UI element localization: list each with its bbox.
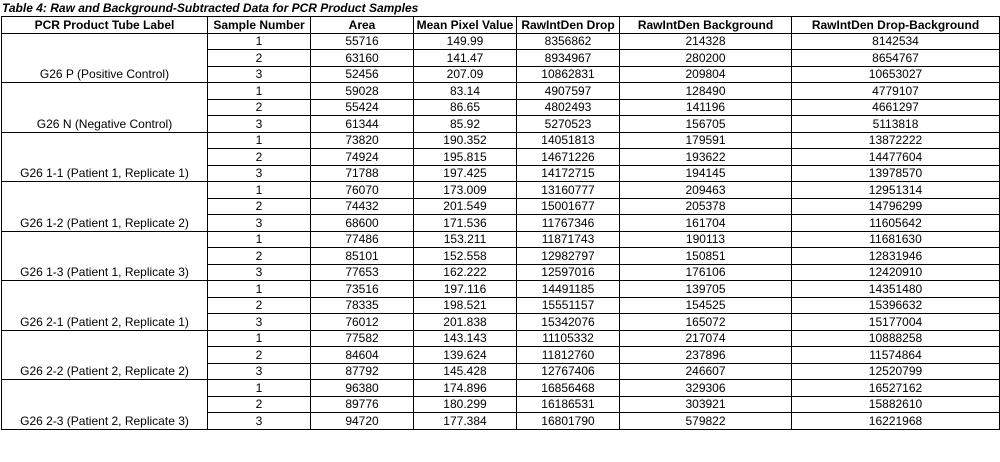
rawintden-background-cell: 179591 [620, 132, 792, 149]
sample-number-cell: 2 [208, 99, 311, 116]
rawintden-drop-background-cell: 13872222 [792, 132, 1000, 149]
mean-pixel-value-cell: 171.536 [414, 215, 517, 232]
tube-label-cell: G26 P (Positive Control) [2, 33, 208, 83]
rawintden-background-cell: 156705 [620, 116, 792, 133]
sample-number-cell: 2 [208, 50, 311, 67]
area-cell: 59028 [311, 83, 414, 100]
rawintden-drop-cell: 16856468 [517, 380, 620, 397]
rawintden-drop-background-cell: 4661297 [792, 99, 1000, 116]
rawintden-drop-cell: 11871743 [517, 231, 620, 248]
rawintden-drop-cell: 14172715 [517, 165, 620, 182]
rawintden-drop-cell: 13160777 [517, 182, 620, 199]
mean-pixel-value-cell: 197.116 [414, 281, 517, 298]
rawintden-drop-background-cell: 5113818 [792, 116, 1000, 133]
sample-number-cell: 1 [208, 231, 311, 248]
rawintden-drop-cell: 8934967 [517, 50, 620, 67]
rawintden-drop-cell: 14491185 [517, 281, 620, 298]
rawintden-drop-background-cell: 14477604 [792, 149, 1000, 166]
rawintden-drop-background-cell: 14351480 [792, 281, 1000, 298]
sample-number-cell: 1 [208, 281, 311, 298]
sample-number-cell: 3 [208, 165, 311, 182]
area-cell: 76012 [311, 314, 414, 331]
rawintden-drop-background-cell: 16527162 [792, 380, 1000, 397]
mean-pixel-value-cell: 149.99 [414, 33, 517, 50]
rawintden-background-cell: 194145 [620, 165, 792, 182]
rawintden-drop-background-cell: 12420910 [792, 264, 1000, 281]
area-cell: 52456 [311, 66, 414, 83]
sample-number-cell: 3 [208, 215, 311, 232]
table-row [2, 182, 1000, 199]
header-row [2, 17, 1000, 34]
rawintden-background-cell: 280200 [620, 50, 792, 67]
rawintden-drop-background-cell: 12520799 [792, 363, 1000, 380]
mean-pixel-value-cell: 195.815 [414, 149, 517, 166]
sample-number-cell: 3 [208, 264, 311, 281]
mean-pixel-value-cell: 207.09 [414, 66, 517, 83]
rawintden-drop-cell: 4802493 [517, 99, 620, 116]
rawintden-background-cell: 193622 [620, 149, 792, 166]
header-mean-pixel-value: Mean Pixel Value [414, 17, 517, 34]
rawintden-drop-cell: 15342076 [517, 314, 620, 331]
tube-label-cell: G26 1-1 (Patient 1, Replicate 1) [2, 132, 208, 182]
mean-pixel-value-cell: 197.425 [414, 165, 517, 182]
mean-pixel-value-cell: 201.838 [414, 314, 517, 331]
area-cell: 84604 [311, 347, 414, 364]
table-caption: Table 4: Raw and Background-Subtracted Data for PCR Product Samples [2, 1, 419, 15]
rawintden-drop-background-cell: 8654767 [792, 50, 1000, 67]
mean-pixel-value-cell: 190.352 [414, 132, 517, 149]
rawintden-drop-background-cell: 15882610 [792, 396, 1000, 413]
area-cell: 77486 [311, 231, 414, 248]
area-cell: 74924 [311, 149, 414, 166]
mean-pixel-value-cell: 139.624 [414, 347, 517, 364]
rawintden-background-cell: 209463 [620, 182, 792, 199]
rawintden-background-cell: 579822 [620, 413, 792, 430]
rawintden-drop-cell: 16801790 [517, 413, 620, 430]
table-row [2, 33, 1000, 50]
tube-label-cell: G26 1-2 (Patient 1, Replicate 2) [2, 182, 208, 232]
sample-number-cell: 2 [208, 297, 311, 314]
rawintden-drop-background-cell: 8142534 [792, 33, 1000, 50]
rawintden-background-cell: 329306 [620, 380, 792, 397]
area-cell: 73516 [311, 281, 414, 298]
sample-number-cell: 3 [208, 363, 311, 380]
sample-number-cell: 3 [208, 413, 311, 430]
mean-pixel-value-cell: 145.428 [414, 363, 517, 380]
mean-pixel-value-cell: 85.92 [414, 116, 517, 133]
rawintden-drop-cell: 15551157 [517, 297, 620, 314]
rawintden-drop-cell: 14051813 [517, 132, 620, 149]
table-row [2, 83, 1000, 100]
mean-pixel-value-cell: 162.222 [414, 264, 517, 281]
rawintden-drop-cell: 5270523 [517, 116, 620, 133]
area-cell: 71788 [311, 165, 414, 182]
header-tube-label: PCR Product Tube Label [2, 17, 208, 34]
rawintden-background-cell: 246607 [620, 363, 792, 380]
rawintden-drop-background-cell: 4779107 [792, 83, 1000, 100]
table-row [2, 330, 1000, 347]
area-cell: 68600 [311, 215, 414, 232]
pcr-data-table [1, 16, 1000, 430]
area-cell: 96380 [311, 380, 414, 397]
mean-pixel-value-cell: 198.521 [414, 297, 517, 314]
rawintden-drop-background-cell: 15396632 [792, 297, 1000, 314]
mean-pixel-value-cell: 173.009 [414, 182, 517, 199]
rawintden-background-cell: 214328 [620, 33, 792, 50]
sample-number-cell: 2 [208, 396, 311, 413]
mean-pixel-value-cell: 152.558 [414, 248, 517, 265]
sample-number-cell: 3 [208, 314, 311, 331]
rawintden-drop-background-cell: 10888258 [792, 330, 1000, 347]
rawintden-drop-cell: 10862831 [517, 66, 620, 83]
area-cell: 73820 [311, 132, 414, 149]
sample-number-cell: 3 [208, 66, 311, 83]
rawintden-background-cell: 303921 [620, 396, 792, 413]
rawintden-background-cell: 209804 [620, 66, 792, 83]
tube-label-cell: G26 1-3 (Patient 1, Replicate 3) [2, 231, 208, 281]
table-row [2, 281, 1000, 298]
tube-label-cell: G26 2-3 (Patient 2, Replicate 3) [2, 380, 208, 430]
tube-label-cell: G26 2-2 (Patient 2, Replicate 2) [2, 330, 208, 380]
tube-label-cell: G26 N (Negative Control) [2, 83, 208, 133]
mean-pixel-value-cell: 86.65 [414, 99, 517, 116]
area-cell: 63160 [311, 50, 414, 67]
sample-number-cell: 1 [208, 83, 311, 100]
header-area: Area [311, 17, 414, 34]
rawintden-drop-background-cell: 11681630 [792, 231, 1000, 248]
rawintden-drop-cell: 11812760 [517, 347, 620, 364]
rawintden-drop-background-cell: 12951314 [792, 182, 1000, 199]
rawintden-drop-cell: 11105332 [517, 330, 620, 347]
tube-label-cell: G26 2-1 (Patient 2, Replicate 1) [2, 281, 208, 331]
table-row [2, 132, 1000, 149]
header-rawintden-drop: RawIntDen Drop [517, 17, 620, 34]
rawintden-drop-cell: 12767406 [517, 363, 620, 380]
header-rawintden-drop-background: RawIntDen Drop-Background [792, 17, 1000, 34]
rawintden-drop-cell: 12597016 [517, 264, 620, 281]
sample-number-cell: 3 [208, 116, 311, 133]
rawintden-drop-background-cell: 13978570 [792, 165, 1000, 182]
area-cell: 85101 [311, 248, 414, 265]
mean-pixel-value-cell: 141.47 [414, 50, 517, 67]
rawintden-drop-background-cell: 11574864 [792, 347, 1000, 364]
rawintden-drop-background-cell: 14796299 [792, 198, 1000, 215]
rawintden-drop-background-cell: 16221968 [792, 413, 1000, 430]
rawintden-drop-background-cell: 12831946 [792, 248, 1000, 265]
rawintden-background-cell: 165072 [620, 314, 792, 331]
rawintden-drop-cell: 16186531 [517, 396, 620, 413]
area-cell: 87792 [311, 363, 414, 380]
table-row [2, 380, 1000, 397]
sample-number-cell: 1 [208, 132, 311, 149]
rawintden-background-cell: 205378 [620, 198, 792, 215]
mean-pixel-value-cell: 201.549 [414, 198, 517, 215]
area-cell: 94720 [311, 413, 414, 430]
sample-number-cell: 2 [208, 347, 311, 364]
mean-pixel-value-cell: 143.143 [414, 330, 517, 347]
rawintden-background-cell: 141196 [620, 99, 792, 116]
area-cell: 77653 [311, 264, 414, 281]
sample-number-cell: 2 [208, 149, 311, 166]
mean-pixel-value-cell: 83.14 [414, 83, 517, 100]
rawintden-drop-cell: 11767346 [517, 215, 620, 232]
sample-number-cell: 2 [208, 198, 311, 215]
rawintden-drop-cell: 8356862 [517, 33, 620, 50]
rawintden-drop-background-cell: 10653027 [792, 66, 1000, 83]
sample-number-cell: 1 [208, 330, 311, 347]
area-cell: 76070 [311, 182, 414, 199]
mean-pixel-value-cell: 177.384 [414, 413, 517, 430]
rawintden-drop-background-cell: 11605642 [792, 215, 1000, 232]
rawintden-drop-cell: 15001677 [517, 198, 620, 215]
sample-number-cell: 1 [208, 182, 311, 199]
header-sample-number: Sample Number [208, 17, 311, 34]
rawintden-background-cell: 154525 [620, 297, 792, 314]
header-rawintden-background: RawIntDen Background [620, 17, 792, 34]
rawintden-background-cell: 128490 [620, 83, 792, 100]
area-cell: 74432 [311, 198, 414, 215]
area-cell: 55424 [311, 99, 414, 116]
rawintden-background-cell: 190113 [620, 231, 792, 248]
rawintden-background-cell: 139705 [620, 281, 792, 298]
table-row [2, 231, 1000, 248]
mean-pixel-value-cell: 153.211 [414, 231, 517, 248]
sample-number-cell: 1 [208, 380, 311, 397]
area-cell: 78335 [311, 297, 414, 314]
sample-number-cell: 1 [208, 33, 311, 50]
rawintden-drop-background-cell: 15177004 [792, 314, 1000, 331]
rawintden-background-cell: 176106 [620, 264, 792, 281]
mean-pixel-value-cell: 180.299 [414, 396, 517, 413]
sample-number-cell: 2 [208, 248, 311, 265]
mean-pixel-value-cell: 174.896 [414, 380, 517, 397]
area-cell: 61344 [311, 116, 414, 133]
rawintden-background-cell: 237896 [620, 347, 792, 364]
area-cell: 55716 [311, 33, 414, 50]
rawintden-background-cell: 217074 [620, 330, 792, 347]
rawintden-background-cell: 161704 [620, 215, 792, 232]
area-cell: 89776 [311, 396, 414, 413]
rawintden-background-cell: 150851 [620, 248, 792, 265]
rawintden-drop-cell: 14671226 [517, 149, 620, 166]
rawintden-drop-cell: 4907597 [517, 83, 620, 100]
rawintden-drop-cell: 12982797 [517, 248, 620, 265]
area-cell: 77582 [311, 330, 414, 347]
